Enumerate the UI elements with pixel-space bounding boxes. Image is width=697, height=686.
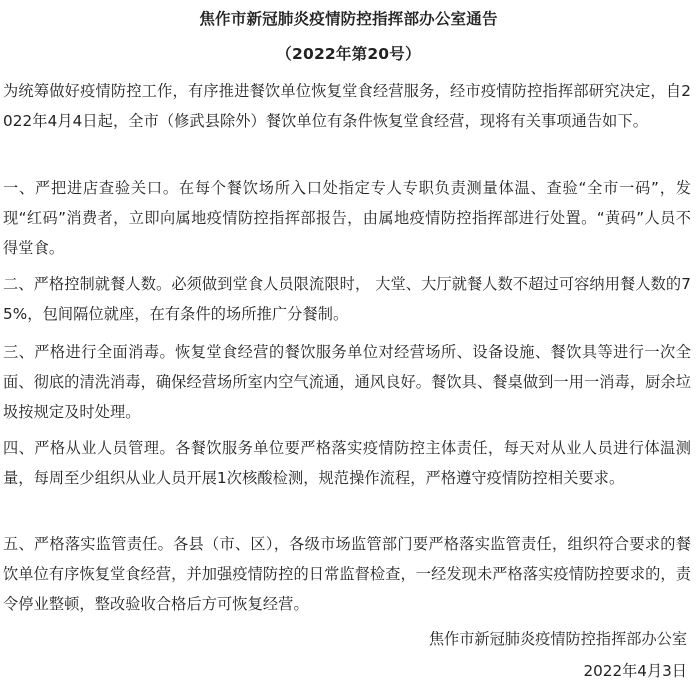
item-paragraph-2: 二、严格控制就餐人数。必须做到堂食人员限流限时， 大堂、大厅就餐人数不超过可容纳用餐人数的75%，包间隔位就座，在有条件的场所推广分餐制。	[3, 275, 691, 323]
item-paragraph-1: 一、严把进店查验关口。在每个餐饮场所入口处指定专人专职负责测量体温、查验“全市一码”，发现“红码”消费者，立即向属地疫情防控指挥部报告，由属地疫情防控指挥部进行处置。“黄码”人员不得堂食。	[3, 179, 691, 257]
item-paragraph-5: 五、严格落实监管责任。各县（市、区），各级市场监管部门要严格落实监管责任，组织符合要求的餐饮单位有序恢复堂食经营，并加强疫情防控的日常监督检查，一经发现未严格落实疫情防控要求的，责令停业整顿，整改验收合格后方可恢复经营。	[3, 535, 691, 613]
item-paragraph-4: 四、严格从业人员管理。各餐饮服务单位要严格落实疫情防控主体责任，每天对从业人员进行体温测量，每周至少组织从业人员开展1次核酸检测，规范操作流程，严格遵守疫情防控相关要求。	[3, 439, 691, 487]
intro-paragraph: 为统筹做好疫情防控工作，有序推进餐饮单位恢复堂食经营服务，经市疫情防控指挥部研究决定，自2022年4月4日起，全市（修武县除外）餐饮单位有条件恢复堂食经营，现将有关事项通告如下。	[3, 82, 691, 130]
signature-organization: 焦作市新冠肺炎疫情防控指挥部办公室	[428, 630, 687, 648]
document-number: （2022年第20号）	[276, 45, 421, 63]
signature-date: 2022年4月3日	[583, 662, 687, 680]
document-title: 焦作市新冠肺炎疫情防控指挥部办公室通告	[199, 10, 498, 28]
item-paragraph-3: 三、严格进行全面消毒。恢复堂食经营的餐饮服务单位对经营场所、设备设施、餐饮具等进行一次全面、彻底的清洗消毒，确保经营场所室内空气流通，通风良好。餐饮具、餐桌做到一用一消毒，厨余垃圾按规定及时处理。	[3, 343, 691, 421]
